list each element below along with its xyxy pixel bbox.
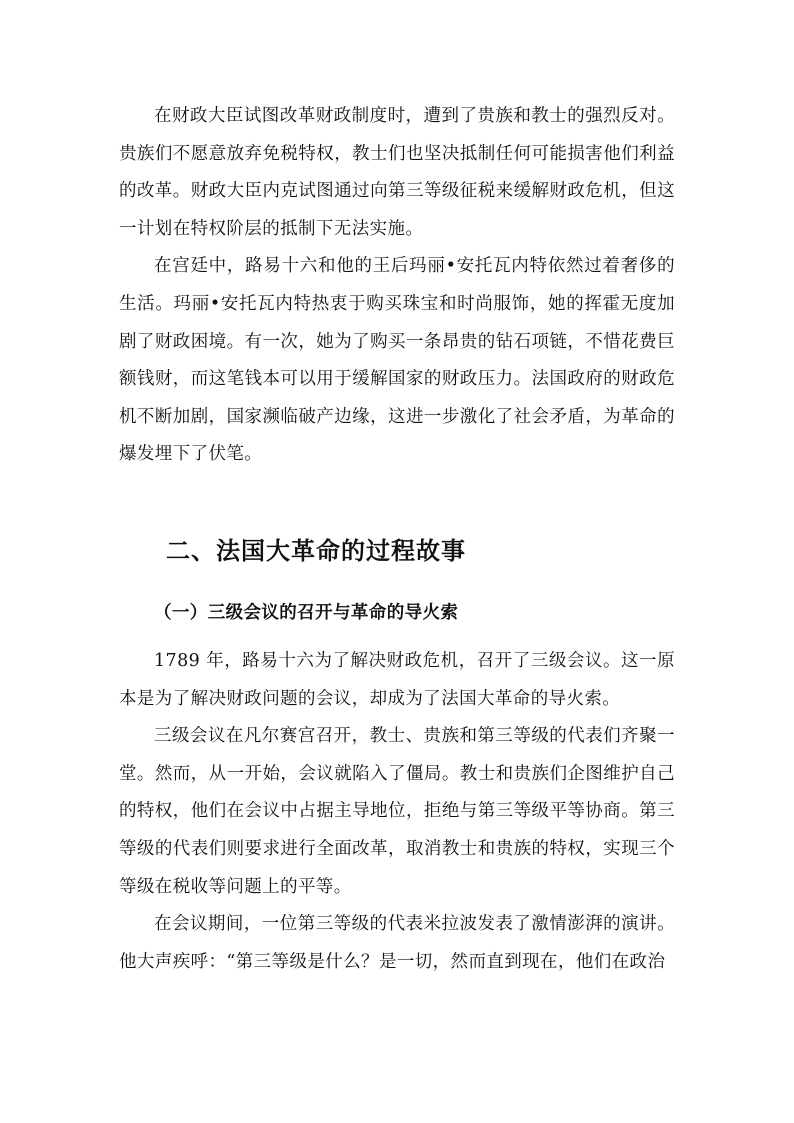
paragraph: 1789 年，路易十六为了解决财政危机，召开了三级会议。这一原本是为了解决财政问题的会议，却成为了法国大革命的导火索。 xyxy=(119,651,675,709)
subsection-heading: （一）三级会议的召开与革命的导火索 xyxy=(154,603,459,623)
subsection1-body xyxy=(119,643,675,981)
section-heading: 二、法国大革命的过程故事 xyxy=(166,536,466,565)
paragraph: 在财政大臣试图改革财政制度时，遭到了贵族和教士的强烈反对。贵族们不愿意放弃免税特权，教士们也坚决抵制任何可能损害他们利益的改革。财政大臣内克试图通过向第三等级征税来缓解财政危机，但这一计划在特权阶层的抵制下无法实施。 xyxy=(119,106,675,239)
section1-body xyxy=(119,98,675,474)
paragraph: 三级会议在凡尔赛宫召开，教士、贵族和第三等级的代表们齐聚一堂。然而，从一开始，会议就陷入了僵局。教士和贵族们企图维护自己的特权，他们在会议中占据主导地位，拒绝与第三等级平等协商。第三等级的代表们则要求进行全面改革，取消教士和贵族的特权，实现三个等级在税收等问题上的平等。 xyxy=(119,726,675,897)
paragraph: 在宫廷中，路易十六和他的王后玛丽•安托瓦内特依然过着奢侈的生活。玛丽•安托瓦内特热衷于购买珠宝和时尚服饰，她的挥霍无度加剧了财政困境。有一次，她为了购买一条昂贵的钻石项链，不惜花费巨额钱财，而这笔钱本可以用于缓解国家的财政压力。法国政府的财政危机不断加剧，国家濒临破产边缘，这进一步激化了社会矛盾，为革命的爆发埋下了伏笔。 xyxy=(119,256,675,465)
paragraph: 在会议期间，一位第三等级的代表米拉波发表了激情澎湃的演讲。他大声疾呼：“第三等级是什么？是一切，然而直到现在，他们在政治 xyxy=(119,914,675,972)
